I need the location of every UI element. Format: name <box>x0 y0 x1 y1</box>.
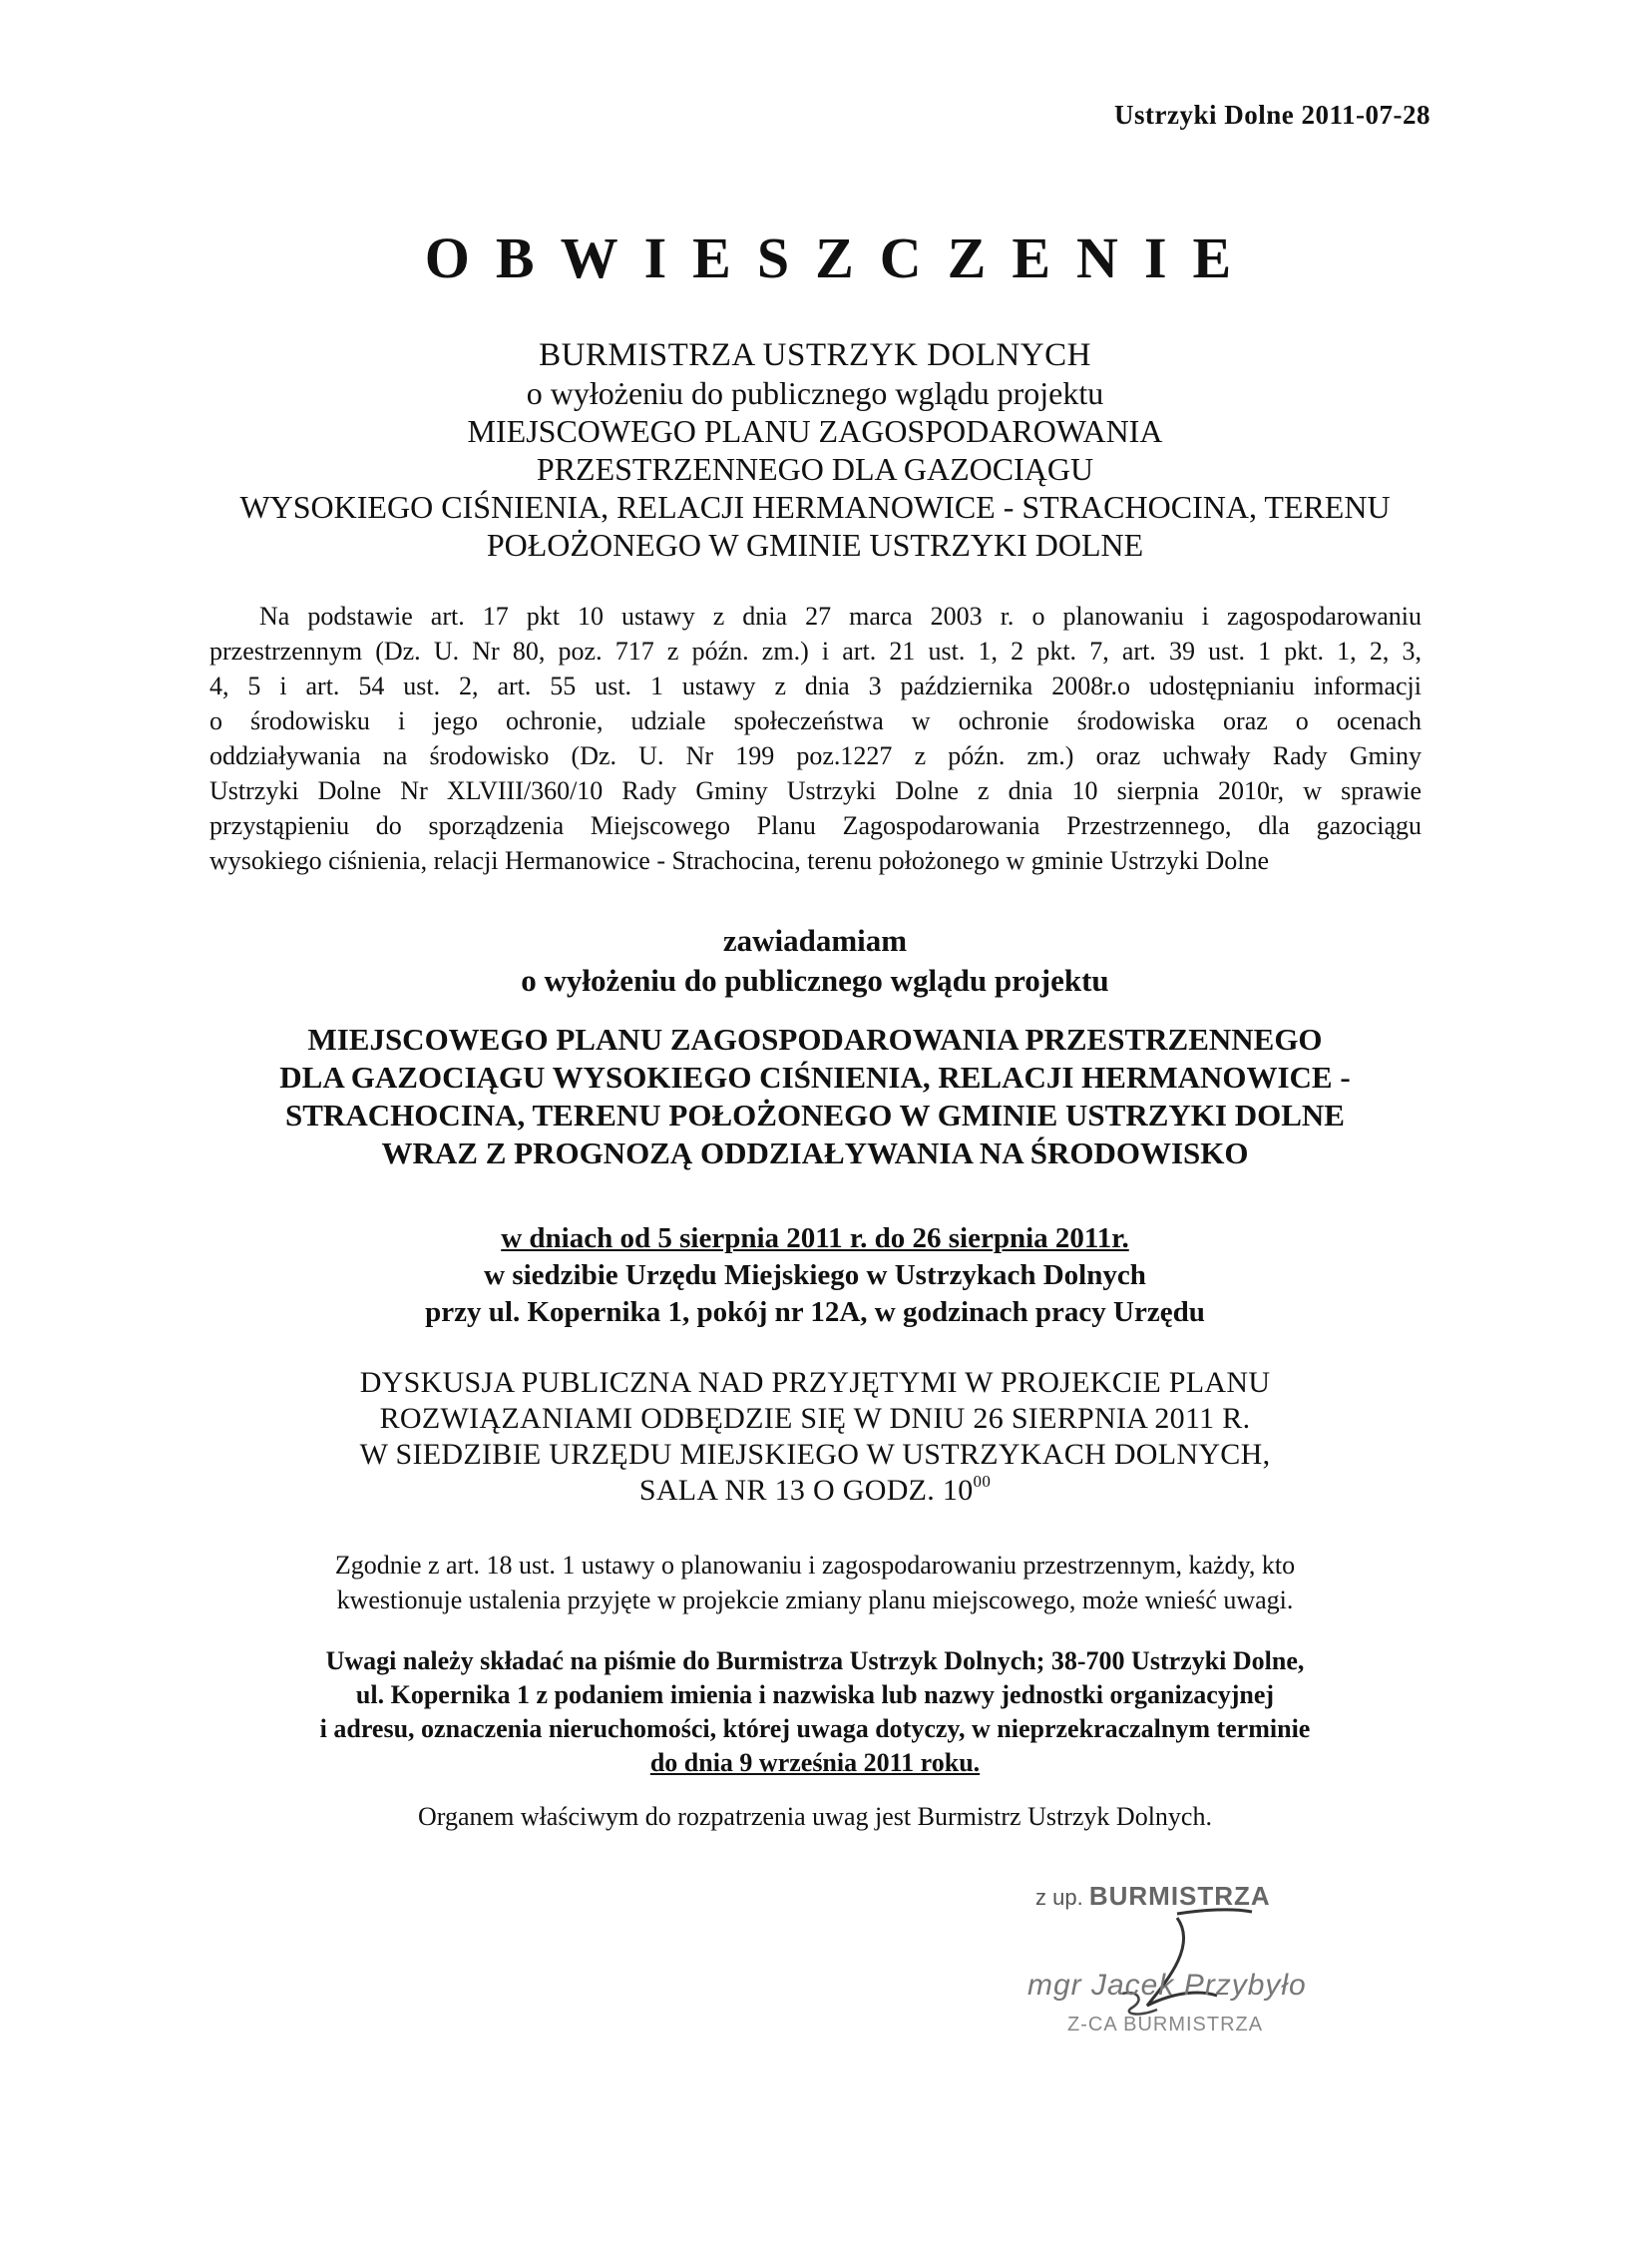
subtitle-line: MIEJSCOWEGO PLANU ZAGOSPODAROWANIA <box>467 413 1163 449</box>
plan-name-line: MIEJSCOWEGO PLANU ZAGOSPODAROWANIA PRZESTRZENNEGO <box>307 1022 1323 1057</box>
submission-deadline: do dnia 9 września 2011 roku. <box>649 1748 981 1777</box>
right-to-comment-line: Zgodnie z art. 18 ust. 1 ustawy o planowaniu i zagospodarowaniu przestrzennym, każdy, kto <box>334 1551 1296 1580</box>
legal-basis-line: Na podstawie art. 17 pkt 10 ustawy z dnia 27 marca 2003 r. o planowaniu i zagospodarowaniu <box>259 602 1422 631</box>
legal-basis-line: o środowisku i jego ochronie, udziale społeczeństwa w ochronie środowiska oraz o ocenach <box>209 706 1422 735</box>
announcement-subject: o wyłożeniu do publicznego wglądu projektu <box>521 963 1109 998</box>
subtitle-line: POŁOŻONEGO W GMINIE USTRZYKI DOLNE <box>486 527 1144 563</box>
document-date: Ustrzyki Dolne 2011-07-28 <box>1114 100 1430 130</box>
document-title: OBWIESZCZENIE <box>424 226 1258 290</box>
discussion-line: ROZWIĄZANIAMI ODBĘDZIE SIĘ W DNIU 26 SIERPNIA 2011 R. <box>379 1402 1251 1435</box>
stamp-prefix: z up. <box>1035 1885 1083 1910</box>
competent-authority: Organem właściwym do rozpatrzenia uwag jest Burmistrz Ustrzyk Dolnych. <box>418 1802 1212 1831</box>
submission-line: Uwagi należy składać na piśmie do Burmistrza Ustrzyk Dolnych; 38-700 Ustrzyki Dolne, <box>325 1646 1305 1675</box>
legal-basis-line: Ustrzyki Dolne Nr XLVIII/360/10 Rady Gminy Ustrzyki Dolne z dnia 10 sierpnia 2010r, w sprawie <box>209 776 1422 805</box>
discussion-room-time: SALA NR 13 O GODZ. 10 <box>638 1474 974 1507</box>
right-to-comment-block <box>0 1548 1630 1617</box>
discussion-line: DYSKUSJA PUBLICZNA NAD PRZYJĘTYMI W PROJEKCIE PLANU <box>359 1366 1271 1399</box>
announcement-block <box>0 921 1630 1001</box>
plan-name-line: WRAZ Z PROGNOZĄ ODDZIAŁYWANIA NA ŚRODOWISKO <box>381 1135 1249 1170</box>
subtitle-line: PRZESTRZENNEGO DLA GAZOCIĄGU <box>536 451 1094 487</box>
legal-basis-line: wysokiego ciśnienia, relacji Hermanowice - Strachocina, terenu położonego w gminie Ustrzyki Dolne <box>209 846 1270 875</box>
subtitle-line: WYSOKIEGO CIŚNIENIA, RELACJI HERMANOWICE - STRACHOCINA, TERENU <box>239 489 1391 525</box>
submission-instructions <box>0 1644 1630 1780</box>
stamp-signatory-role: Z-CA BURMISTRZA <box>1067 2014 1264 2036</box>
legal-basis-line: przestrzennym (Dz. U. Nr 80, poz. 717 z późn. zm.) i art. 21 ust. 1, 2 pkt. 7, art. 39 ust. 1 pkt. 1, 2, 3, <box>209 637 1422 666</box>
discussion-line: W SIEDZIBIE URZĘDU MIEJSKIEGO W USTRZYKACH DOLNYCH, <box>359 1438 1271 1471</box>
legal-basis-line: przystąpieniu do sporządzenia Miejscowego Planu Zagospodarowania Przestrzennego, dla gazociągu <box>209 811 1422 840</box>
right-to-comment-line: kwestionuje ustalenia przyjęte w projekcie zmiany planu miejscowego, może wnieść uwagi. <box>336 1586 1294 1614</box>
discussion-line <box>0 1473 1630 1509</box>
exhibition-address: przy ul. Kopernika 1, pokój nr 12A, w godzinach pracy Urzędu <box>425 1296 1205 1328</box>
legal-basis-line: 4, 5 i art. 54 ust. 2, art. 55 ust. 1 ustawy z dnia 3 października 2008r.o udostępnianiu informacji <box>209 672 1422 700</box>
exhibition-details <box>0 1220 1630 1331</box>
subtitle-line: o wyłożeniu do publicznego wglądu projektu <box>526 375 1104 411</box>
signature-stamp <box>1027 1881 1357 2090</box>
plan-name-line: STRACHOCINA, TERENU POŁOŻONEGO W GMINIE USTRZYKI DOLNE <box>285 1098 1345 1133</box>
legal-basis-line: oddziaływania na środowisko (Dz. U. Nr 199 poz.1227 z późn. zm.) oraz uchwały Rady Gminy <box>209 741 1422 770</box>
discussion-time-minutes: 00 <box>973 1472 992 1491</box>
stamp-signatory-name: mgr Jacek Przybyło <box>1027 1969 1307 2002</box>
public-discussion-block <box>0 1365 1630 1509</box>
exhibition-period: w dniach od 5 sierpnia 2011 r. do 26 sierpnia 2011r. <box>501 1222 1129 1254</box>
subtitle-block <box>0 336 1630 564</box>
announcement-verb: zawiadamiam <box>722 923 908 958</box>
plan-name-block <box>0 1021 1630 1172</box>
submission-line: ul. Kopernika 1 z podaniem imienia i nazwiska lub nazwy jednostki organizacyjnej <box>355 1680 1275 1709</box>
plan-name-line: DLA GAZOCIĄGU WYSOKIEGO CIŚNIENIA, RELACJI HERMANOWICE - <box>279 1060 1351 1095</box>
stamp-title: BURMISTRZA <box>1088 1881 1271 1911</box>
exhibition-location: w siedzibie Urzędu Miejskiego w Ustrzykach Dolnych <box>484 1259 1146 1291</box>
legal-basis-paragraph <box>209 599 1422 878</box>
submission-line: i adresu, oznaczenia nieruchomości, której uwaga dotyczy, w nieprzekraczalnym terminie <box>319 1714 1311 1743</box>
issuer-line: BURMISTRZA USTRZYK DOLNYCH <box>539 337 1091 373</box>
